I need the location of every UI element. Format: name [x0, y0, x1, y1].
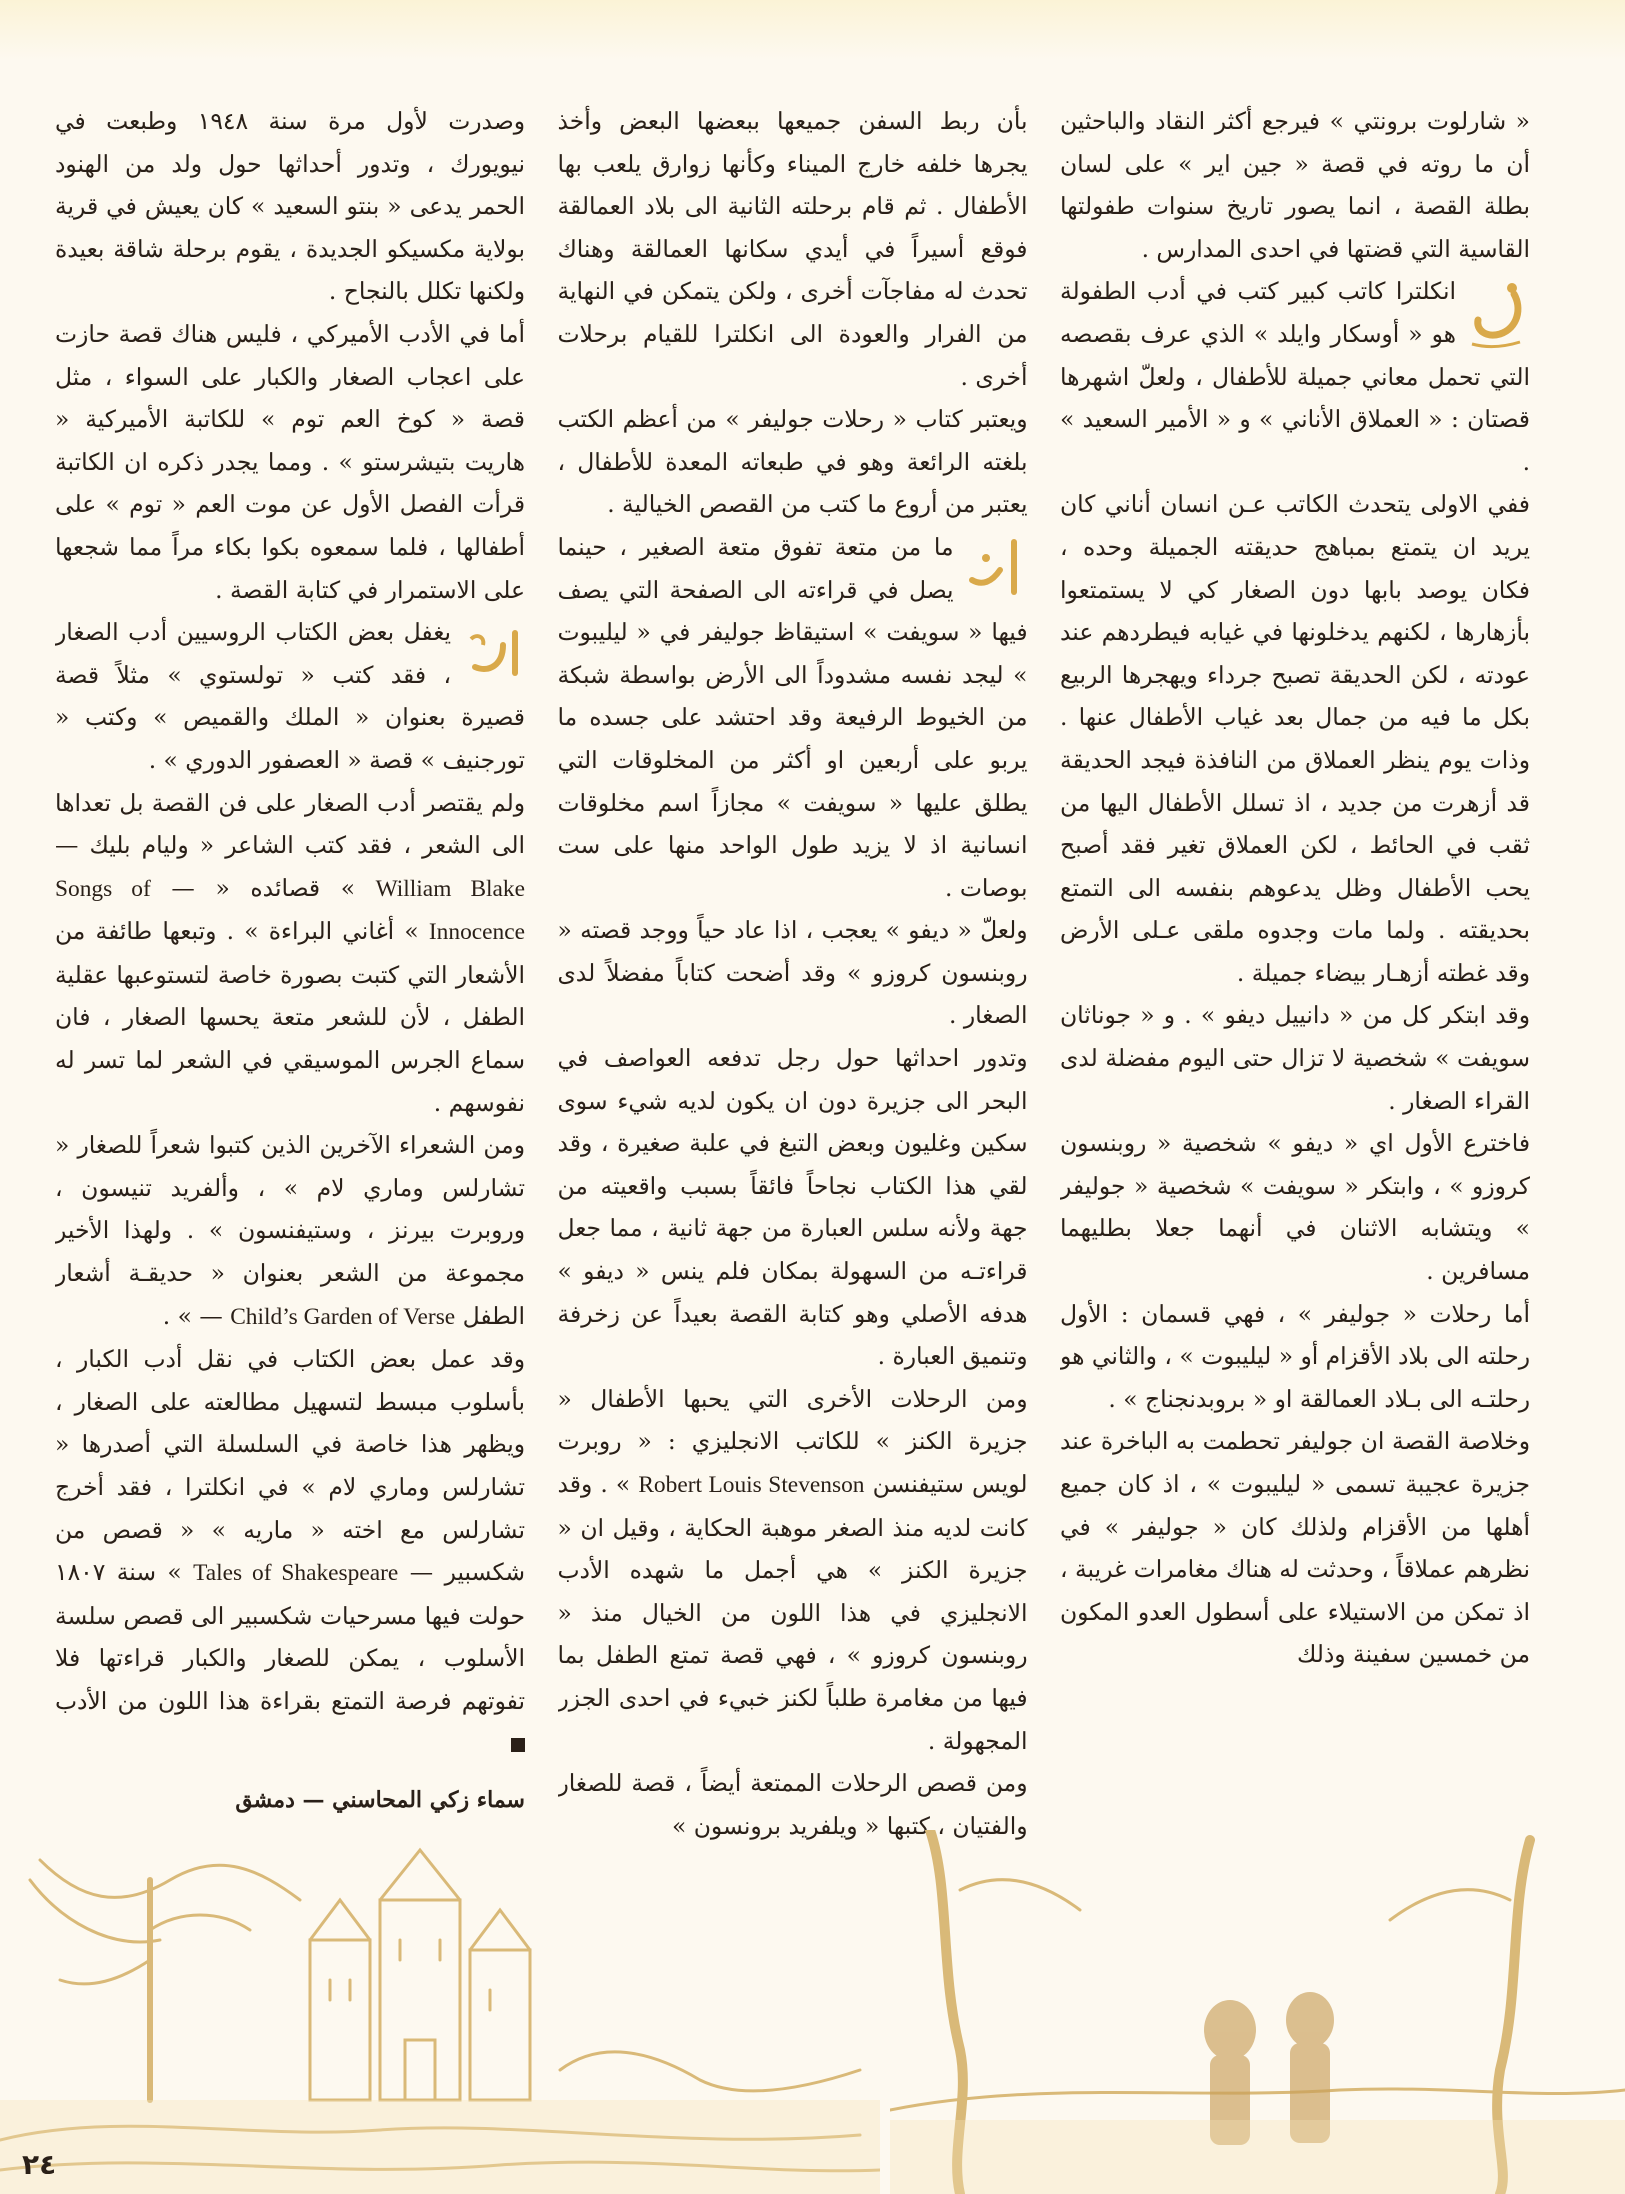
paragraph-text: ما من متعة تفوق متعة الصغير ، حينما يصل في قراءته الى الصفحة التي يصف فيها « سويفت » استيقاظ جوليفر في « ليليبوت » ليجد نفسه مشدوداً الى الأرض بواسطة شبكة من الخيوط الرفيعة وقد احتشد على جسده ما يربو على أربعين او أكثر من المخلوقات التي يطلق عليها « سويفت » مجازاً اسم مخلوقات انسانية اذ لا يزيد طول الواحد منها على ست بوصات .	[557, 532, 1028, 902]
latin-name: William Blake	[375, 875, 525, 902]
paragraph: وقد ابتكر كل من « دانييل ديفو » . و « جوناثان سويفت » شخصية لا تزال حتى اليوم مفضلة لدى القراء الصغار .	[1060, 1001, 1530, 1115]
decorative-initial	[459, 615, 525, 695]
decorative-initial-glyph	[1464, 274, 1530, 354]
latin-title: Tales of Shakespeare	[193, 1560, 399, 1587]
paragraph-text: » سنة ١٨٠٧ حولت فيها مسرحيات شكسبير الى قصص سلسة الأسلوب ، يمكن للصغار والكبار قراءتها فلا تفوتهم فرصة التمتع بقراءة هذا اللون من الأدب	[55, 1558, 525, 1715]
paragraph-text: وقد عمل بعض الكتاب في نقل أدب الكبار ، بأسلوب مبسط لتسهيل مطالعته على الصغار ، ويظهر هذا خاصة في السلسلة التي أصدرها « تشارلس وماري لام » في انكلترا ، فقد أخرج تشارلس مع اخته « ماريه » « قصص من شكسبير —	[55, 1345, 525, 1587]
paragraph-text: ولم يقتصر أدب الصغار على فن القصة بل تعداها الى الشعر ، فقد كتب الشاعر « وليام بليك —	[55, 788, 525, 860]
paragraph: « شارلوت برونتي » فيرجع أكثر النقاد والباحثين أن ما روته في قصة « جين اير » على لسان بطلة القصة ، انما يصور تاريخ سنوات طفولتها القاسية التي قضتها في احدى المدارس .	[1060, 107, 1530, 263]
decorative-initial-glyph	[459, 615, 525, 695]
paragraph-text: » . وقد كانت لديه منذ الصغر موهبة الحكاية ، وقيل ان « جزيرة الكنز » هي أجمل ما شهده الأدب الانجليزي في هذا اللون من الخيال منذ « روبنسون كروزو » ، فهي قصة تمتع الطفل بما فيها من مغامرة طلباً لكنز خبيء في احدى الجزر المجهولة .	[557, 1470, 1028, 1755]
forest-illustration	[890, 1830, 1625, 2194]
latin-title: Songs of Innocence	[55, 875, 525, 946]
castle-illustration	[0, 1840, 880, 2194]
paragraph-text: » قصائده « —	[171, 873, 356, 902]
decorative-initial	[1464, 274, 1530, 354]
latin-title: Child’s Garden of Verse	[230, 1303, 456, 1330]
paragraph: وخلاصة القصة ان جوليفر تحطمت به الباخرة عند جزيرة عجيبة تسمى « ليليبوت » ، اذ كان جميع أهلها من الأقزام ولذلك كان « جوليفر » في نظرهم عملاقاً ، وحدثت له هناك مغامرات غريبة ، اذ تمكن من الاستيلاء على أسطول العدو المكون من خمسين سفينة وذلك	[1060, 1427, 1530, 1669]
paragraph-text: ومن الرحلات الأخرى التي يحبها الأطفال « جزيرة الكنز » للكاتب الانجليزي : « روبرت لويس ستيفنسن	[557, 1384, 1028, 1498]
paragraph	[558, 1378, 1028, 1762]
paragraph-text: يغفل بعض الكتاب الروسيين أدب الصغار ، فقد كتب « تولستوي » مثلاً قصة قصيرة بعنوان « الملك والقميص » وكتب « تورجنيف » قصة « العصفور الدوري » .	[55, 618, 525, 774]
paragraph: فاخترع الأول اي « ديفو » شخصية « روبنسون كروزو » ، وابتكر « سويفت » شخصية « جوليفر » ويتشابه الاثنان في أنهما جعلا بطليهما مسافرين .	[1060, 1129, 1530, 1286]
top-tint	[0, 0, 1625, 60]
author-byline: سماء زكي المحاسني — دمشق	[235, 1787, 525, 1814]
end-of-article-mark	[511, 1738, 525, 1752]
paragraph: ولعلّ « ديفو » يعجب ، اذا عاد حياً ووجد قصته « روبنسون كروزو » وقد أضحت كتاباً مفضلاً لدى الصغار .	[557, 916, 1028, 1030]
paragraph	[1060, 270, 1530, 483]
paragraph	[55, 1124, 525, 1338]
article-columns	[55, 100, 1530, 1840]
column-1	[1060, 100, 1530, 1840]
paragraph-text: ومن الشعراء الآخرين الذين كتبوا شعراً للصغار « تشارلس وماري لام » ، وألفريد تنيسون ، وروبرت بيرنز ، وستيفنسون » . ولهذا الأخير مجموعة من الشعر بعنوان « حديقـة أشعار الطفل	[55, 1131, 525, 1330]
paragraph	[55, 782, 525, 1125]
paragraph: أما في الأدب الأميركي ، فليس هناك قصة حازت على اعجاب الصغار والكبار على السواء ، مثل قصة « كوخ العم توم » للكاتبة الأميركية « هاريت بتيشرستو » . ومما يجدر ذكره ان الكاتبة قرأت الفصل الأول عن موت العم « توم » على أطفالها ، فلما سمعوه بكوا بكاء مراً مما شجعها على الاستمرار في كتابة القصة .	[55, 319, 525, 604]
paragraph-text: انكلترا كاتب كبير كتب في أدب الطفولة هو « أوسكار وايلد » الذي عرف بقصصه التي تحمل معاني جميلة للأطفال ، ولعلّ اشهرها قصتان : « العملاق الأناني » و « الأمير السعيد » .	[1060, 277, 1530, 476]
paragraph	[55, 1338, 525, 1765]
paragraph: ومن قصص الرحلات الممتعة أيضاً ، قصة للصغار والفتيان ، كتبها « ويلفريد برونسون »	[557, 1769, 1028, 1840]
paragraph: ففي الاولى يتحدث الكاتب عـن انسان أناني كان يريد ان يتمتع بمباهج حديقته الجميلة وحده ، فكان يوصد بابها دون الصغار كي لا يستمتعوا بأزهارها ، لكنهم يدخلونها في غيابه فيطردهم عند عودته ، لكن الحديقة تصبح جرداء ويهجرها الربيع بكل ما فيه من جمال بعد غياب الأطفال عنها . وذات يوم ينظر العملاق من النافذة فيجد الحديقة قد أزهرت من جديد ، اذ تسلل الأطفال اليها من ثقب في الحائط ، لكن العملاق تغير فقد أصبح يحب الأطفال وظل يدعوهم بنفسه الى التمتع بحديقته . ولما مات وجدوه ملقى عـلى الأرض وقد غطته أزهـار بيضاء جميلة .	[1060, 490, 1530, 987]
paragraph: بأن ربط السفن جميعها ببعضها البعض وأخذ يجرها خلفه خارج الميناء وكأنها زوارق يلعب بها الأطفال . ثم قام برحلته الثانية الى بلاد العمالقة فوقع أسيراً في أيدي سكانها العمالقة وهناك تحدث له مفاجآت أخرى ، ولكن يتمكن في النهاية من الفرار والعودة الى انكلترا للقيام برحلات أخرى .	[557, 107, 1028, 391]
paragraph: ويعتبر كتاب « رحلات جوليفر » من أعظم الكتب بلغته الرائعة وهو في طبعاته المعدة للأطفال ، يعتبر من أروع ما كتب من القصص الخيالية .	[557, 405, 1028, 519]
paragraph: أما رحلات « جوليفر » ، فهي قسمان : الأول رحلته الى بلاد الأقزام أو « ليليبوت » ، والثاني هو رحلتـه الى بـلاد العمالقة او « بروبدنجناج » .	[1060, 1299, 1530, 1413]
column-2	[558, 100, 1028, 1840]
decorative-initial-glyph	[962, 530, 1028, 610]
paragraph: وصدرت لأول مرة سنة ١٩٤٨ وطبعت في نيويورك ، وتدور أحداثها حول ولد من الهنود الحمر يدعى « بنتو السعيد » كان يعيش في قرية بولاية مكسيكو الجديدة ، يقوم برحلة شاقة بعيدة ولكنها تكلل بالنجاح .	[55, 107, 525, 306]
paragraph	[55, 611, 525, 781]
paragraph: وتدور احداثها حول رجل تدفعه العواصف في البحر الى جزيرة دون ان يكون لديه شيء سوى سكين وغليون وبعض التبغ في علبة صغيرة ، وقد لقي هذا الكتاب نجاحاً فائقاً بسبب واقعيته من جهة ولأنه سلس العبارة من جهة ثانية ، مما جعل قراءتـه من السهولة بمكان فلم ينس « ديفو » هدفه الأصلي وهو كتابة القصة بعيداً عن زخرفة وتنميق العبارة .	[557, 1044, 1028, 1371]
page-number: ٢٤	[22, 2148, 57, 2181]
column-3	[55, 100, 525, 1840]
paragraph-text: — » .	[162, 1301, 223, 1330]
decorative-initial	[962, 530, 1028, 610]
paragraph	[558, 526, 1028, 909]
paragraph-text: » أغاني البراءة » . وتبعها طائفة من الأشعار التي كتبت بصورة خاصة لتستوعبها عقلية الطفل ، لأن للشعر متعة يحسها الصغار ، فان سماع الجرس الموسيقي في الشعر لما تسر له نفوسهم .	[55, 917, 525, 1117]
latin-title: Robert Louis Stevenson	[638, 1472, 865, 1498]
